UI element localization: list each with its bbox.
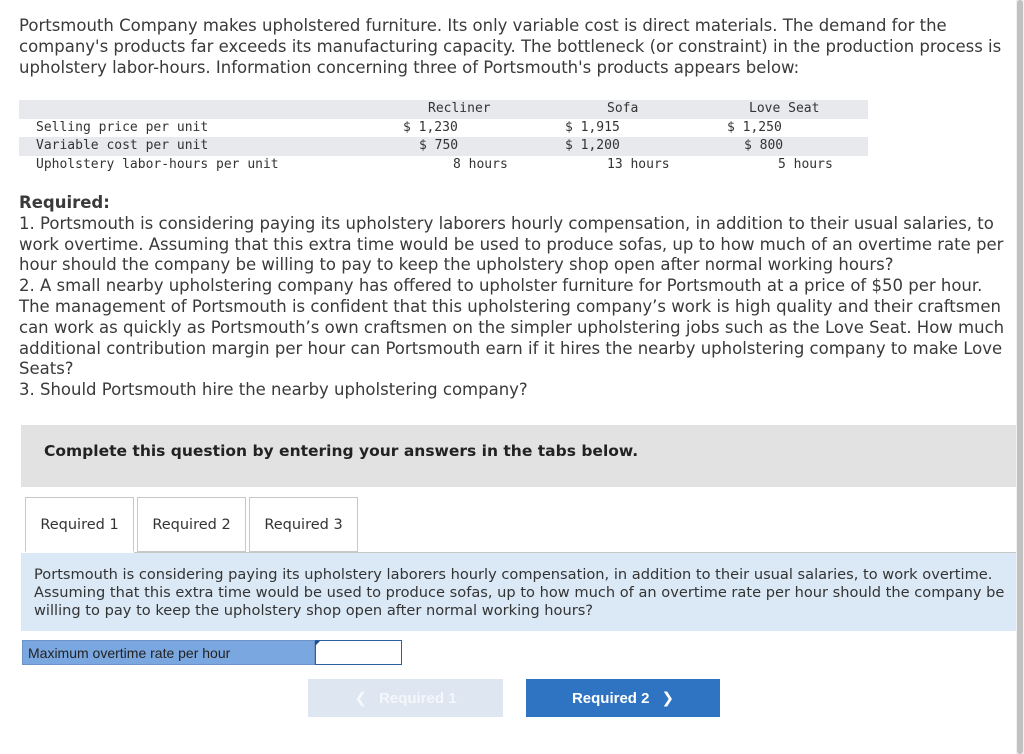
next-button[interactable] (526, 679, 720, 717)
header-sofa: Sofa (607, 101, 639, 116)
product-data-table (19, 100, 868, 174)
header-recliner: Recliner (428, 101, 491, 116)
instruction-bar (21, 425, 1016, 487)
required-item-1: 1. Portsmouth is considering paying its upholstery laborers hourly compensation, in addition to their usual salaries, to work overtime. Assuming that this extra time would be used to produce sofas, up to how much of an overtime rate per hour should the company be willing to pay to keep the upholstery shop open after normal working hours? (19, 213, 1004, 275)
table-header-row (19, 100, 868, 119)
row-label: Variable cost per unit (36, 138, 209, 153)
required-item-3: 3. Should Portsmouth hire the nearby upholstering company? (19, 380, 528, 400)
required-title: Required: (19, 193, 110, 212)
problem-intro: Portsmouth Company makes upholstered furniture. Its only variable cost is direct materials. The demand for the company's products far exceeds its manufacturing capacity. The bottleneck (or constraint) in the production process is upholstery labor-hours. Information concerning three of Portsmouth's products appears below: (19, 16, 1002, 77)
next-button-label: Required 2 (571, 689, 650, 707)
table-row (19, 119, 868, 138)
required-section (19, 193, 1014, 401)
chevron-left-icon: ❮ (354, 690, 368, 707)
tab-required-1[interactable]: Required 1 (25, 497, 134, 552)
required-item-2: 2. A small nearby upholstering company has offered to upholster furniture for Portsmouth at a price of $50 per hour. The management of Portsmouth is confident that this upholstering company’s work is high quality and their craftsmen can work as quickly as Portsmouth’s own craftsmen on the simpler upholstering jobs such as the Love Seat. How much additional contribution margin per hour can Portsmouth earn if it hires the nearby upholstering company to make Love Seats? (19, 276, 1005, 379)
tab-required-2[interactable]: Required 2 (137, 497, 246, 552)
prev-button-label: Required 1 (379, 689, 457, 707)
cell-value: 13 hours (607, 156, 670, 172)
scrollbar-thumb[interactable] (1017, 0, 1023, 754)
cell-value: $ 1,915 (565, 119, 620, 135)
header-love-seat: Love Seat (749, 101, 820, 116)
input-marker-icon (315, 641, 320, 646)
question-text: Portsmouth is considering paying its upholstery laborers hourly compensation, in addition to their usual salaries, to work overtime. Assuming that this extra time would be used to produce sofas, up to how much of an overtime rate per hour should the company be willing to pay to keep the upholstery shop open after normal working hours? (34, 566, 1005, 620)
table-row (19, 156, 868, 175)
chevron-right-icon: ❯ (661, 690, 675, 707)
answer-label: Maximum overtime rate per hour (22, 640, 315, 665)
cell-value: $ 750 (419, 138, 459, 153)
overtime-rate-input[interactable] (315, 640, 402, 665)
cell-value: $ 1,230 (403, 119, 458, 135)
prev-button[interactable] (308, 679, 503, 717)
question-panel (21, 553, 1016, 631)
cell-value: 5 hours (778, 156, 833, 172)
cell-value: $ 1,200 (565, 138, 620, 153)
cell-value: 8 hours (453, 156, 508, 172)
cell-value: $ 800 (744, 138, 784, 153)
scrollbar[interactable] (1016, 0, 1024, 754)
tab-required-3[interactable]: Required 3 (249, 497, 358, 552)
row-label: Upholstery labor-hours per unit (36, 156, 279, 172)
cell-value: $ 1,250 (727, 119, 782, 135)
row-label: Selling price per unit (36, 119, 209, 135)
instruction-text: Complete this question by entering your answers in the tabs below. (44, 442, 639, 460)
table-row (19, 137, 868, 156)
